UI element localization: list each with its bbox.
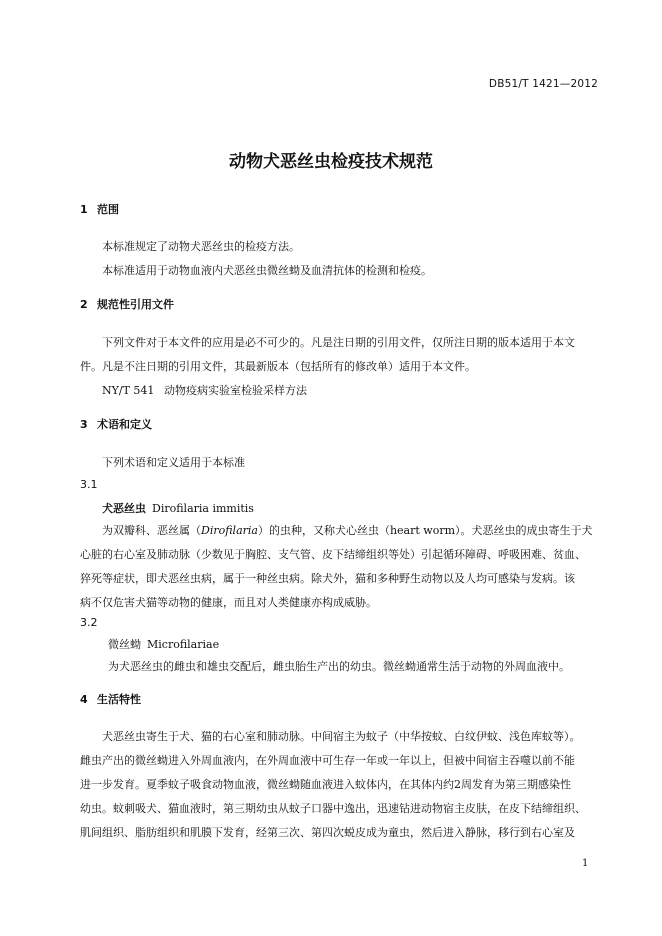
paragraph-line: 进一步发育。夏季蚊子吸食动物血液，微丝蚴随血液进入蚊体内，在其体内约2周发育为第三期感染性 bbox=[80, 778, 571, 791]
section-title: 规范性引用文件 bbox=[97, 298, 174, 311]
section-number: 2 bbox=[80, 298, 88, 311]
clause-number: 3.2 bbox=[80, 616, 98, 629]
section-1-heading bbox=[80, 201, 119, 217]
section-number: 3 bbox=[80, 418, 88, 431]
reference-title: 动物疫病实验室检验采样方法 bbox=[164, 384, 307, 397]
definition-line bbox=[102, 522, 593, 538]
reference-code: NY/T 541 bbox=[102, 384, 155, 397]
paragraph: 本标准规定了动物犬恶丝虫的检疫方法。 bbox=[102, 240, 300, 253]
paragraph: 本标准适用于动物血液内犬恶丝虫微丝蚴及血清抗体的检测和检疫。 bbox=[102, 264, 432, 277]
section-2-heading bbox=[80, 296, 174, 312]
paragraph-line: 件。凡是不注日期的引用文件，其最新版本（包括所有的修改单）适用于本文件。 bbox=[80, 360, 476, 373]
text-span: 为双瓣科、恶丝属（ bbox=[102, 524, 201, 537]
standard-code: DB51/T 1421—2012 bbox=[488, 78, 598, 90]
paragraph: 下列术语和定义适用于本标准 bbox=[102, 456, 245, 469]
document-title: 动物犬恶丝虫检疫技术规范 bbox=[229, 152, 433, 172]
paragraph-line: 犬恶丝虫寄生于犬、猫的右心室和肺动脉。中间宿主为蚊子（中华按蚊、白纹伊蚊、浅色库蚊等）。 bbox=[102, 730, 581, 743]
definition-line: 为犬恶丝虫的雌虫和雄虫交配后，雌虫胎生产出的幼虫。微丝蚴通常生活于动物的外周血液中。 bbox=[108, 660, 570, 673]
section-title: 术语和定义 bbox=[97, 418, 152, 431]
term-chinese: 犬恶丝虫 bbox=[102, 502, 146, 515]
section-number: 1 bbox=[80, 203, 88, 216]
definition-line: 病不仅危害犬猫等动物的健康，而且对人类健康亦构成威胁。 bbox=[80, 596, 377, 609]
page-number: 1 bbox=[582, 858, 589, 869]
paragraph-line: 肌间组织、脂肪组织和肌膜下发育，经第三次、第四次蜕皮成为童虫，然后进入静脉，移行到右心室及 bbox=[80, 826, 575, 839]
section-4-heading bbox=[80, 691, 141, 707]
term-entry bbox=[102, 500, 254, 516]
section-title: 范围 bbox=[97, 203, 119, 216]
paragraph-line: 下列文件对于本文件的应用是必不可少的。凡是注日期的引用文件，仅所注日期的版本适用于本文 bbox=[102, 336, 575, 349]
term-entry bbox=[108, 636, 219, 652]
term-chinese: 微丝蚴 bbox=[108, 638, 141, 651]
text-span: ）的虫种，又称犬心丝虫（heart worm）。犬恶丝虫的成虫寄生于犬 bbox=[257, 524, 593, 537]
definition-line: 心脏的右心室及肺动脉（少数见于胸腔、支气管、皮下结缔组织等处）引起循环障碍、呼吸困难、贫血、 bbox=[80, 548, 586, 561]
definition-line: 猝死等症状，即犬恶丝虫病，属于一种丝虫病。除犬外，猫和多种野生动物以及人均可感染与发病。该 bbox=[80, 572, 575, 585]
clause-number: 3.1 bbox=[80, 478, 98, 491]
term-latin: Dirofilaria immitis bbox=[152, 502, 254, 515]
term-latin: Microfilariae bbox=[147, 638, 220, 651]
section-title: 生活特性 bbox=[97, 693, 141, 706]
paragraph-line: 幼虫。蚊刺吸犬、猫血液时，第三期幼虫从蚊子口器中逸出，迅速钻进动物宿主皮肤，在皮下结缔组织、 bbox=[80, 802, 586, 815]
section-3-heading bbox=[80, 416, 152, 432]
genus-name: Dirofilaria bbox=[201, 524, 258, 537]
paragraph-line: 雌虫产出的微丝蚴进入外周血液内，在外周血液中可生存一年或一年以上，但被中间宿主吞噬以前不能 bbox=[80, 754, 575, 767]
section-number: 4 bbox=[80, 693, 88, 706]
normative-reference bbox=[102, 382, 307, 398]
